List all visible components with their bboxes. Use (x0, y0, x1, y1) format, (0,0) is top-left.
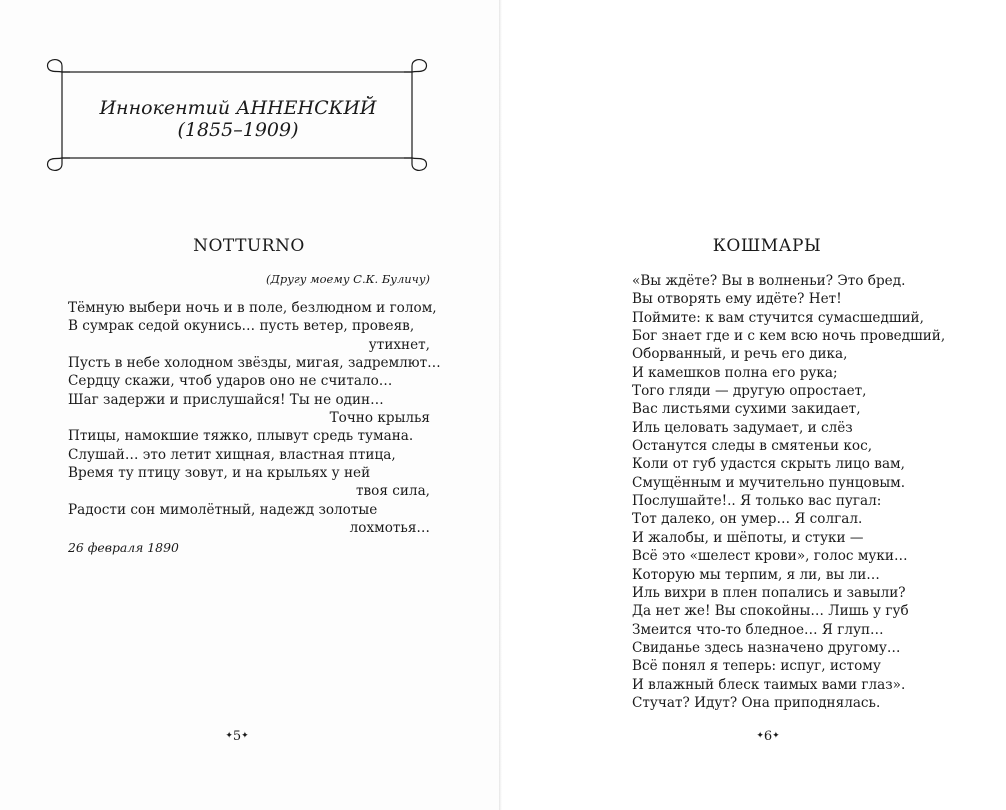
poem-line: Смущённым и мучительно пунцовым. (632, 474, 906, 491)
poem-line: Того гляди — другую опростает, (632, 383, 867, 400)
poem-line: В сумрак седой окунись… пусть ветер, провеяв, (68, 318, 415, 335)
poem-line: Вас листьями сухими закидает, (632, 401, 861, 418)
poem-line: Пусть в небе холодном звёзды, мигая, задремлют… (68, 355, 441, 372)
poem-line: Стучат? Идут? Она приподнялась. (632, 694, 881, 711)
page-number-value: 5 (232, 729, 242, 744)
poem-line: Иль вихри в плен попались и завыли? (632, 584, 906, 601)
poem-line: Поймите: к вам стучится сумасшедший, (632, 309, 924, 326)
poem-line: Тот далеко, он умер… Я солгал. (632, 511, 863, 528)
poem-line: Коли от губ удастся скрыть лицо вам, (632, 456, 905, 473)
page-number-left (207, 729, 267, 744)
ornament-icon: ✦ (241, 731, 249, 741)
poem-line: Останутся следы в смятеньи кос, (632, 438, 873, 455)
ornament-icon: ✦ (756, 731, 764, 741)
poem-title-koshmary: КОШМАРЫ (712, 236, 822, 256)
author-years: (1855–1909) (177, 119, 299, 141)
poem-title-notturno: NOTTURNO (193, 236, 305, 256)
poem-line: Точно крылья (329, 410, 430, 427)
ornament-icon: ✦ (772, 731, 780, 741)
poem-line: Иль целовать задумает, и слёз (632, 419, 853, 436)
poem-line: Радости сон мимолётный, надежд золотые (68, 501, 378, 518)
poem-text-notturno (68, 299, 441, 537)
page-number-right (738, 729, 798, 744)
poem-line: Оборванный, и речь его дика, (632, 346, 848, 363)
poem-line: Послушайте!.. Я только вас пугал: (632, 493, 882, 510)
poem-line: «Вы ждёте? Вы в волненьи? Это бред. (632, 273, 906, 289)
poem-line: Всё понял я теперь: испуг, истому (632, 658, 881, 675)
ornament-icon: ✦ (225, 731, 233, 741)
poem-line: Сердцу скажи, чтоб ударов оно не считало… (68, 373, 393, 390)
poem-date: 26 февраля 1890 (68, 540, 179, 555)
page-number-value: 6 (763, 729, 773, 744)
poem-line: И жалобы, и шёпоты, и стуки — (632, 529, 864, 546)
poem-line: Да нет же! Вы спокойны… Лишь у губ (632, 603, 909, 620)
poem-line: Тёмную выбери ночь и в поле, безлюдном и голом, (68, 300, 437, 316)
poem-line: И камешков полна его рука; (632, 364, 838, 381)
poem-line: Бог знает где и с кем всю ночь проведший, (632, 328, 946, 345)
poem-line: Шаг задержи и прислушайся! Ты не один… (68, 391, 384, 408)
poem-line: Которую мы терпим, я ли, вы ли… (632, 566, 880, 583)
author-name: Иннокентий АННЕНСКИЙ (99, 97, 377, 119)
poem-line: Птицы, намокшие тяжко, плывут средь тумана. (68, 428, 414, 445)
poem-line: Вы отворять ему идёте? Нет! (632, 291, 842, 308)
poem-line: И влажный блеск таимых вами глаз». (632, 676, 906, 693)
book-spine (499, 0, 502, 810)
poem-line: лохмотья… (349, 520, 430, 537)
poem-line: Змеится что-то бледное… Я глуп… (632, 621, 884, 638)
poem-line: Время ту птицу зовут, и на крыльях у ней (68, 465, 371, 482)
poem-dedication: (Другу моему С.К. Буличу) (266, 272, 430, 286)
poem-line: утихнет, (368, 336, 430, 353)
poem-line: Свиданье здесь назначено другому… (632, 639, 901, 656)
poem-line: Слушай… это летит хищная, властная птица, (68, 446, 396, 463)
poem-line: твоя сила, (356, 483, 430, 500)
poem-line: Всё это «шелест крови», голос муки… (632, 548, 908, 565)
poem-text-koshmary (632, 272, 962, 712)
